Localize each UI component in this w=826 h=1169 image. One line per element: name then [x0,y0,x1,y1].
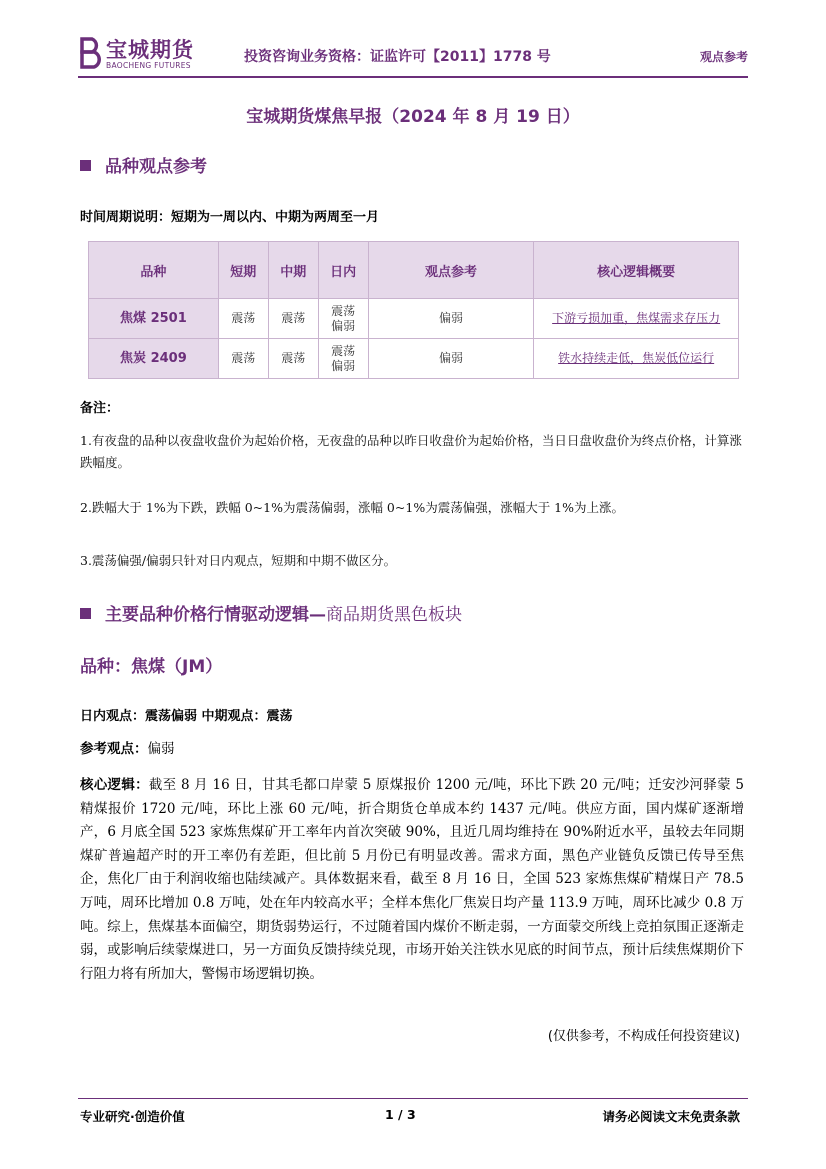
square-bullet-icon [80,608,91,619]
cell-intraday [318,299,368,339]
reference-label: 参考观点： [80,741,148,757]
col-header-view: 观点参考 [368,242,534,299]
footer-slogan: 专业研究·创造价值 [80,1109,185,1124]
square-bullet-icon [80,160,91,171]
cell-variety: 焦煤 2501 [89,299,219,339]
cell-intraday-text: 震荡偏弱 [331,303,356,333]
col-header-logic: 核心逻辑概要 [534,242,739,299]
cell-short: 震荡 [218,299,268,339]
table-row [89,299,739,339]
cell-logic [534,339,739,379]
cell-logic [534,299,739,339]
disclaimer-text: (仅供参考，不构成任何投资建议) [547,1029,740,1044]
col-header-mid: 中期 [268,242,318,299]
period-note: 时间周期说明：短期为一周以内、中期为两周至一月 [80,210,380,225]
page-number: 1 / 3 [385,1107,416,1122]
cell-intraday [318,339,368,379]
core-logic-paragraph [80,774,744,986]
core-logic-label: 核心逻辑： [80,777,149,793]
views-line: 日内观点：震荡偏弱 中期观点：震荡 [80,709,293,724]
notes-heading: 备注： [80,401,120,416]
footer-disclaimer-note: 请务必阅读文末免责条款 [602,1109,740,1124]
reference-view [80,738,744,762]
report-title: 宝城期货煤焦早报（2024 年 8 月 19 日） [246,107,580,127]
col-header-intraday: 日内 [318,242,368,299]
logic-link[interactable]: 铁水持续走低，焦炭低位运行 [558,351,715,365]
footer-divider [78,1098,748,1099]
views-table [88,241,739,379]
page-header [78,34,748,74]
company-logo [78,34,208,74]
header-divider [78,76,748,78]
qualification-text: 投资咨询业务资格：证监许可【2011】1778 号 [244,49,551,65]
cell-view: 偏弱 [368,299,534,339]
logo-mark-icon [78,36,104,70]
logo-english-name: BAOCHENG FUTURES [106,61,191,70]
section-heading-drivers: 主要品种价格行情驱动逻辑—商品期货黑色板块 [80,600,462,625]
table-header-row [89,242,739,299]
note-item: 3.震荡偏强/偏弱只针对日内观点，短期和中期不做区分。 [80,553,397,568]
col-header-short: 短期 [218,242,268,299]
header-label: 观点参考 [699,50,748,64]
cell-mid: 震荡 [268,299,318,339]
col-header-variety: 品种 [89,242,219,299]
reference-value: 偏弱 [147,741,175,757]
cell-short: 震荡 [218,339,268,379]
cell-view: 偏弱 [368,339,534,379]
table-row [89,339,739,379]
logo-chinese-name: 宝城期货 [106,38,194,62]
core-logic-text: 截至 8 月 16 日，甘其毛都口岸蒙 5 原煤报价 1200 元/吨，环比下跌 20 元/吨；迁安沙河驿蒙 5 精煤报价 1720 元/吨，环比上涨 60 元/吨，折合期货仓单成本约 1437 元/吨。供应方面，国内煤矿逐渐增产，6 月底全国 523 家炼焦煤矿开工率年内首次突破 90%，且近几周均维持在 90%附近水平，虽较去年同期煤矿普遍超产时的开工率仍有差距，但比前 5 月份已有明显改善。需求方面，黑色产业链负反馈已传导至焦企，焦化厂由于利润收缩也陆续减产。具体数据来看，截至 8 月 16 日，全国 523 家炼焦煤矿精煤日产 78.5 万吨，周环比增加 0.8 万吨，处在年内较高水平；全样本焦化厂焦炭日均产量 113.9 万吨，周环比减少 0.8 万吨。综上，焦煤基本面偏空，期货弱势运行，不过随着国内煤价不断走弱，一方面蒙交所线上竞拍氛围正逐渐走弱，或影响后续蒙煤进口，另一方面负反馈持续兑现，市场开始关注铁水见底的时间节点，预计后续焦煤期价下行阻力将有所加大，警惕市场逻辑切换。 [80,777,745,982]
note-item: 1.有夜盘的品种以夜盘收盘价为起始价格，无夜盘的品种以昨日收盘价为起始价格，当日日盘收盘价为终点价格，计算涨跌幅度。 [80,433,742,470]
section-heading-views: 品种观点参考 [80,152,207,177]
note-item: 2.跌幅大于 1%为下跌，跌幅 0~1%为震荡偏弱，涨幅 0~1%为震荡偏强，涨幅大于 1%为上涨。 [80,500,624,515]
variety-heading: 品种：焦煤（JM） [80,657,223,677]
cell-mid: 震荡 [268,339,318,379]
cell-variety: 焦炭 2409 [89,339,219,379]
cell-intraday-text: 震荡偏弱 [331,343,356,373]
logic-link[interactable]: 下游亏损加重，焦煤需求存压力 [552,311,721,325]
